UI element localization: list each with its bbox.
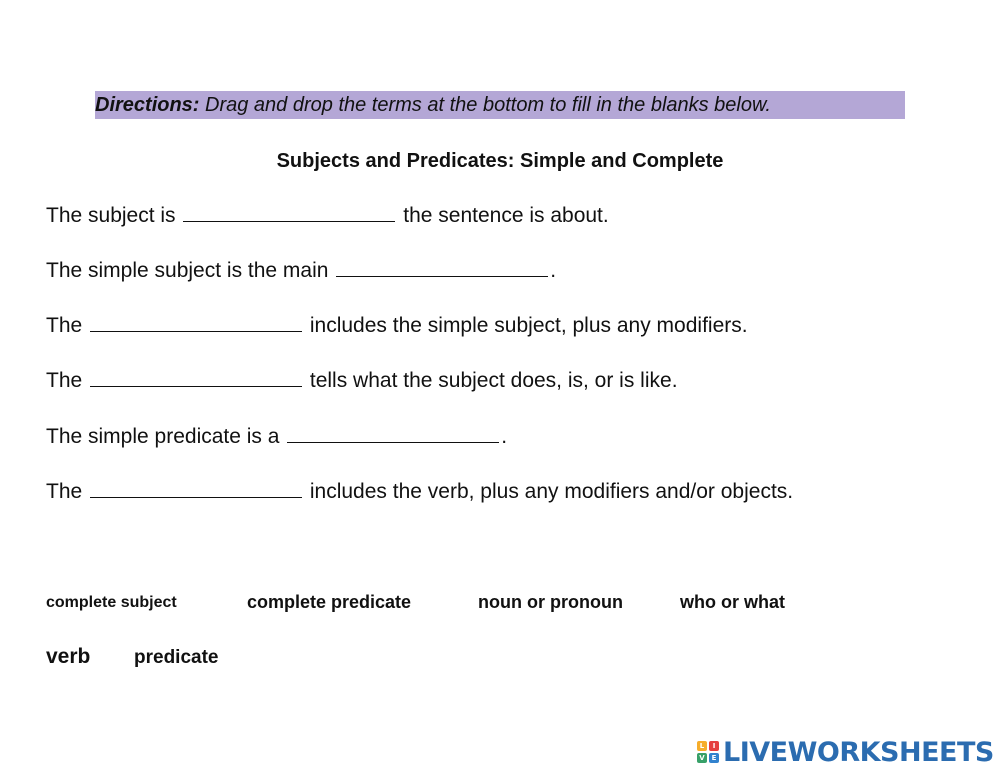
sentence-3-before: The bbox=[46, 314, 89, 337]
sentence-1 bbox=[46, 202, 609, 229]
sentence-2-before: The simple subject is the main bbox=[46, 259, 335, 282]
logo-mark-i: I bbox=[709, 741, 719, 751]
directions-banner bbox=[95, 91, 905, 119]
term-verb[interactable]: verb bbox=[46, 645, 91, 668]
directions-text: Drag and drop the terms at the bottom to fill in the blanks below. bbox=[199, 94, 771, 116]
term-complete-subject[interactable]: complete subject bbox=[46, 594, 177, 611]
logo-mark-icon bbox=[697, 741, 719, 763]
blank-6-drop-target[interactable] bbox=[90, 478, 302, 498]
logo-text: LIVEWORKSHEETS bbox=[723, 736, 994, 768]
sentence-4-before: The bbox=[46, 369, 89, 392]
sentence-6 bbox=[46, 478, 793, 505]
sentence-1-before: The subject is bbox=[46, 204, 182, 227]
directions-label: Directions: bbox=[95, 94, 200, 116]
sentence-3 bbox=[46, 312, 748, 339]
term-predicate[interactable]: predicate bbox=[134, 647, 219, 668]
sentence-6-before: The bbox=[46, 480, 89, 503]
liveworksheets-logo bbox=[697, 737, 994, 767]
blank-4-drop-target[interactable] bbox=[90, 367, 302, 387]
page-title: Subjects and Predicates: Simple and Complete bbox=[276, 150, 724, 172]
sentence-5-after: . bbox=[501, 425, 508, 448]
logo-mark-l: L bbox=[697, 741, 707, 751]
sentence-4-after: tells what the subject does, is, or is like. bbox=[304, 369, 678, 392]
blank-3-drop-target[interactable] bbox=[90, 312, 302, 332]
logo-mark-e: E bbox=[709, 753, 719, 763]
sentence-6-after: includes the verb, plus any modifiers and/or objects. bbox=[304, 480, 794, 503]
sentence-1-after: the sentence is about. bbox=[397, 204, 609, 227]
sentence-5-before: The simple predicate is a bbox=[46, 425, 286, 448]
sentence-2-after: . bbox=[550, 259, 557, 282]
term-complete-predicate[interactable]: complete predicate bbox=[247, 592, 412, 612]
blank-2-drop-target[interactable] bbox=[336, 257, 548, 277]
blank-5-drop-target[interactable] bbox=[287, 423, 499, 443]
sentence-5 bbox=[46, 423, 507, 450]
term-noun-or-pronoun[interactable]: noun or pronoun bbox=[478, 592, 623, 612]
term-who-or-what[interactable]: who or what bbox=[680, 592, 785, 612]
sentence-3-after: includes the simple subject, plus any modifiers. bbox=[304, 314, 748, 337]
logo-mark-v: V bbox=[697, 753, 707, 763]
sentence-2 bbox=[46, 257, 556, 284]
blank-1-drop-target[interactable] bbox=[183, 202, 395, 222]
sentence-4 bbox=[46, 367, 678, 394]
